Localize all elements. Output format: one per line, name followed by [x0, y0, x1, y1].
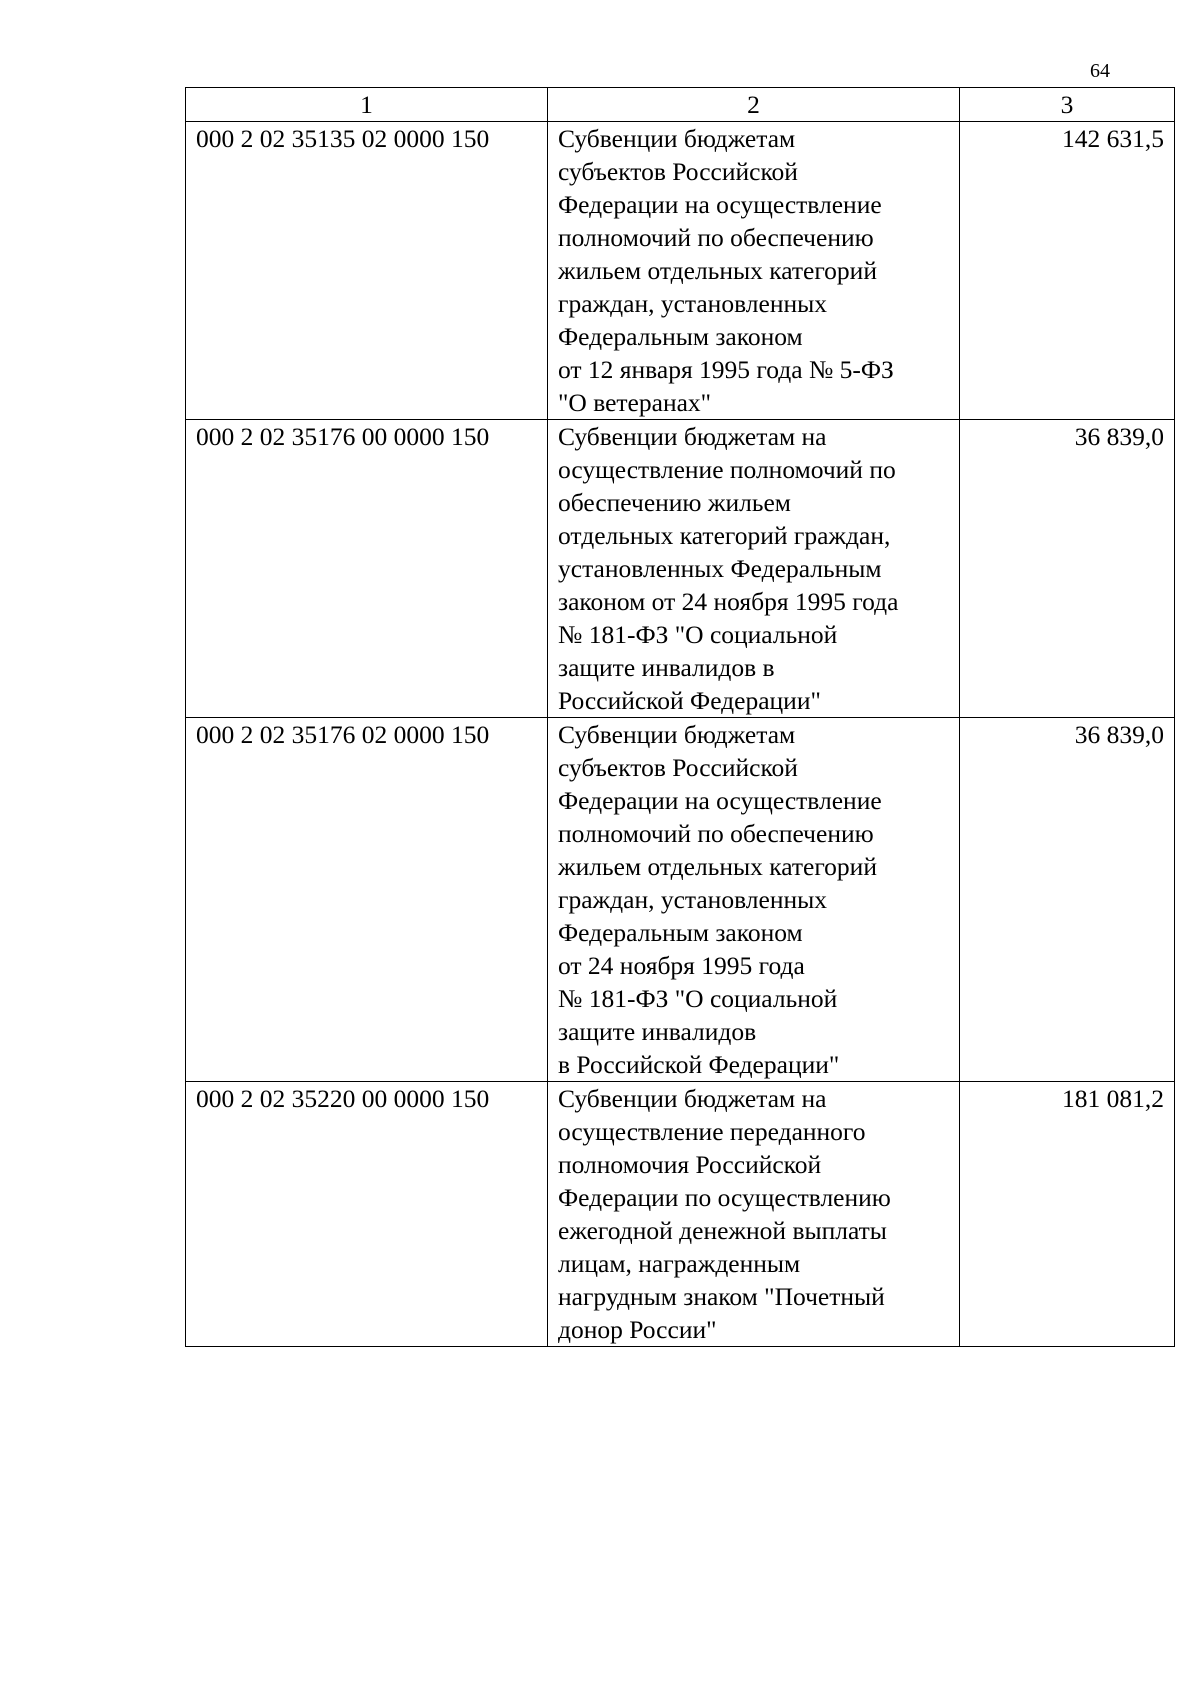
- description-line: установленных Федеральным: [558, 554, 882, 583]
- description-line: осуществление полномочий по: [558, 455, 896, 484]
- description-line: законом от 24 ноября 1995 года: [558, 587, 899, 616]
- description-line: в Российской Федерации": [558, 1050, 840, 1079]
- description-line: Субвенции бюджетам: [558, 124, 796, 153]
- description-line: защите инвалидов в: [558, 653, 775, 682]
- description-line: от 12 января 1995 года № 5-ФЗ: [558, 355, 894, 384]
- description-cell: [548, 122, 960, 420]
- description-line: Субвенции бюджетам на: [558, 422, 827, 451]
- description-line: Федеральным законом: [558, 918, 803, 947]
- description-line: Федерации по осуществлению: [558, 1183, 891, 1212]
- code-cell: 000 2 02 35176 00 0000 150: [186, 420, 548, 718]
- description-line: Федерации на осуществление: [558, 786, 882, 815]
- description-line: граждан, установленных: [558, 885, 827, 914]
- code-cell: 000 2 02 35176 02 0000 150: [186, 718, 548, 1082]
- code-cell: 000 2 02 35220 00 0000 150: [186, 1082, 548, 1347]
- table-header-row: [186, 88, 1175, 122]
- description-line: от 24 ноября 1995 года: [558, 951, 805, 980]
- description-line: донор России": [558, 1315, 717, 1344]
- description-line: полномочий по обеспечению: [558, 819, 874, 848]
- budget-table: [185, 87, 1175, 1347]
- description-line: Субвенции бюджетам: [558, 720, 796, 749]
- description-line: Субвенции бюджетам на: [558, 1084, 827, 1113]
- amount-cell: 36 839,0: [960, 420, 1175, 718]
- description-line: субъектов Российской: [558, 753, 798, 782]
- description-line: осуществление переданного: [558, 1117, 866, 1146]
- description-cell: [548, 718, 960, 1082]
- description-line: ежегодной денежной выплаты: [558, 1216, 887, 1245]
- column-header-3: 3: [960, 88, 1175, 122]
- description-line: лицам, награжденным: [558, 1249, 801, 1278]
- description-line: защите инвалидов: [558, 1017, 757, 1046]
- description-line: Российской Федерации": [558, 686, 821, 715]
- description-line: Федеральным законом: [558, 322, 803, 351]
- amount-cell: 36 839,0: [960, 718, 1175, 1082]
- amount-cell: 142 631,5: [960, 122, 1175, 420]
- column-header-1: 1: [186, 88, 548, 122]
- page-number: 64: [1090, 60, 1110, 82]
- description-line: отдельных категорий граждан,: [558, 521, 891, 550]
- description-line: жильем отдельных категорий: [558, 256, 877, 285]
- amount-cell: 181 081,2: [960, 1082, 1175, 1347]
- description-line: "О ветеранах": [558, 388, 712, 417]
- description-line: № 181-ФЗ "О социальной: [558, 984, 838, 1013]
- table-row: [186, 420, 1175, 718]
- code-cell: 000 2 02 35135 02 0000 150: [186, 122, 548, 420]
- description-line: полномочия Российской: [558, 1150, 822, 1179]
- description-line: граждан, установленных: [558, 289, 827, 318]
- description-line: Федерации на осуществление: [558, 190, 882, 219]
- description-line: обеспечению жильем: [558, 488, 791, 517]
- description-line: № 181-ФЗ "О социальной: [558, 620, 838, 649]
- description-line: жильем отдельных категорий: [558, 852, 877, 881]
- table-row: [186, 1082, 1175, 1347]
- description-line: нагрудным знаком "Почетный: [558, 1282, 885, 1311]
- description-cell: [548, 420, 960, 718]
- description-line: субъектов Российской: [558, 157, 798, 186]
- column-header-2: 2: [548, 88, 960, 122]
- table-row: [186, 718, 1175, 1082]
- description-cell: [548, 1082, 960, 1347]
- table-row: [186, 122, 1175, 420]
- description-line: полномочий по обеспечению: [558, 223, 874, 252]
